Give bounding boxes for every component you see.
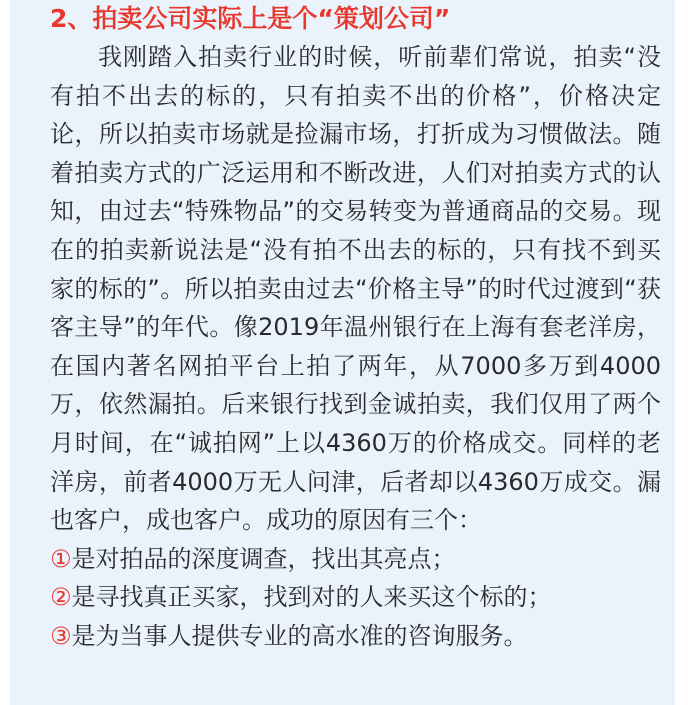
reason-item-1 (50, 540, 661, 579)
reasons-list (50, 540, 661, 656)
reason-number-2: ② (50, 583, 72, 612)
article-panel (10, 0, 675, 705)
reason-text-2: 是寻找真正买家，找到对的人来买这个标的； (71, 583, 552, 612)
reason-number-1: ① (50, 544, 72, 573)
reason-number-3: ③ (50, 621, 72, 650)
section-heading: 2、拍卖公司实际上是个“策划公司” (50, 4, 451, 33)
reason-text-1: 是对拍品的深度调查，找出其亮点； (71, 544, 456, 573)
reason-item-2 (50, 578, 661, 617)
article-paragraph: 我刚踏入拍卖行业的时候，听前辈们常说，拍卖“没有拍不出去的标的，只有拍卖不出的价格”，价格决定论，所以拍卖市场就是捡漏市场，打折成为习惯做法。随着拍卖方式的广泛运用和不断改进，人们对拍卖方式的认知，由过去“特殊物品”的交易转变为普通商品的交易。现在的拍卖新说法是“没有拍不出去的标的，只有找不到买家的标的”。所以拍卖由过去“价格主导”的时代过渡到“获客主导”的年代。像2019年温州银行在上海有套老洋房，在国内著名网拍平台上拍了两年，从7000多万到4000万，依然漏拍。后来银行找到金诚拍卖，我们仅用了两个月时间，在“诚拍网”上以4360万的价格成交。同样的老洋房，前者4000万无人问津，后者却以4360万成交。漏也客户，成也客户。成功的原因有三个： (50, 43, 661, 535)
reason-text-3: 是为当事人提供专业的高水准的咨询服务。 (71, 621, 528, 650)
reason-item-3 (50, 617, 661, 656)
